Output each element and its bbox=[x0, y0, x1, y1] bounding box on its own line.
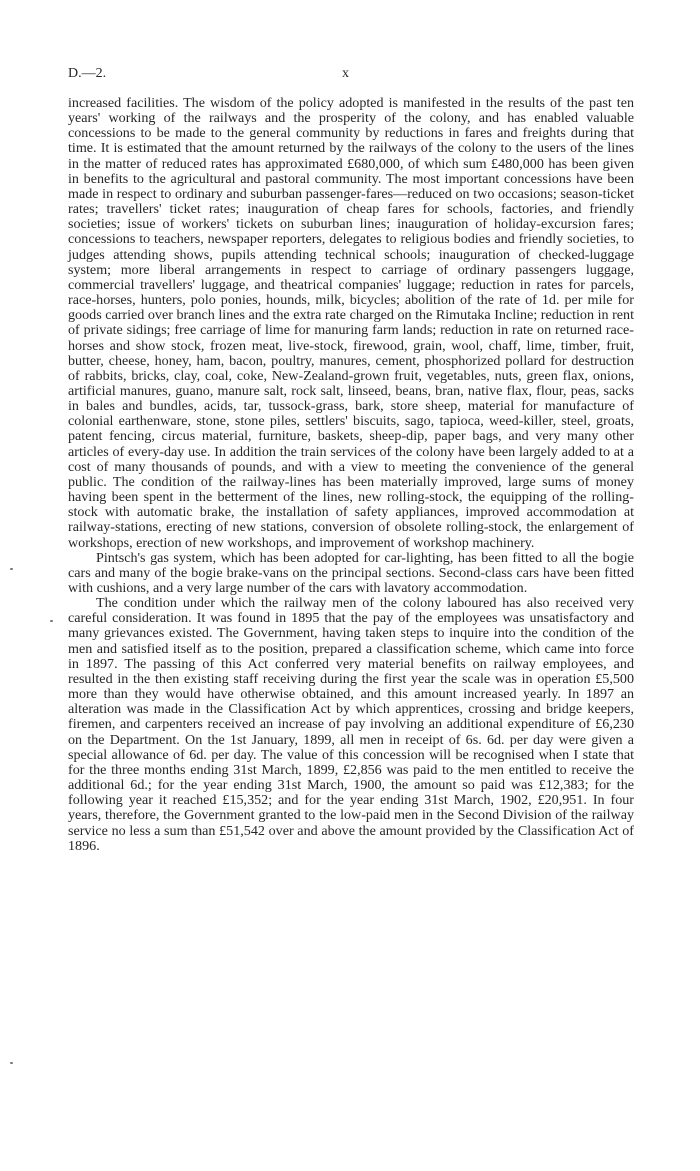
paragraph-concessions: increased facilities. The wisdom of the policy adopted is manifested in the results of the past ten years' working of the railways and the prosperity of the colony, and has enabled valuable concessions to be made to the general community by reductions in fares and freights during that time. It is estimated that the amount returned by the railways of the colony to the users of the lines in the matter of reduced rates has approximated £680,000, of which sum £480,000 has been given in benefits to the agricultural and pastoral community. The most important concessions have been made in respect to ordinary and suburban passenger-fares—reduced on two occasions; season-ticket rates; travellers' ticket rates; inauguration of cheap fares for schools, factories, and friendly societies; issue of workers' tickets on suburban lines; inauguration of holiday-excursion fares; concessions to teachers, newspaper reporters, delegates to religious bodies and friendly societies, to judges attending shows, pupils attending technical schools; inauguration of checked-luggage system; more liberal arrangements in respect to carriage of ordinary passengers luggage, commercial travellers' luggage, and theatrical companies' luggage; reduction in rates for parcels, race-horses, hunters, polo ponies, hounds, milk, bicycles; abolition of the rate of 1d. per mile for goods carried over branch lines and the extra rate charged on the Rimutaka Incline; reduction in rent of private sidings; free carriage of lime for manuring farm lands; reduction in rate on returned race-horses and show stock, frozen meat, live-stock, firewood, grain, wool, chaff, lime, timber, fruit, butter, cheese, honey, ham, bacon, poultry, manures, cement, phosphorized pollard for destruction of rabbits, bricks, clay, coal, coke, New-Zealand-grown fruit, vegetables, nuts, green flax, onions, artificial manures, guano, manure salt, rock salt, linseed, beans, bran, native flax, flour, peas, sacks in bales and bundles, acids, tar, tussock-grass, bark, store sheep, material for manufacture of colonial earthenware, stone, stone piles, settlers' biscuits, sago, tapioca, weed-killer, steel, groats, patent fencing, circus material, furniture, baskets, sheep-dip, paper bags, and very many other articles of every-day use. In addition the train services of the colony have been largely added to at a cost of many thousands of pounds, and with a view to meeting the convenience of the general public. The condition of the railway-lines has been materially improved, large sums of money having been spent in the betterment of the lines, new rolling-stock, the equipping of the rolling-stock with automatic brake, the installation of safety appliances, improved accommodation at railway-stations, erecting of new stations, conversion of obsolete rolling-stock, the enlargement of workshops, erection of new workshops, and improvement of workshop machinery. bbox=[68, 95, 634, 551]
document-reference: D.—2. bbox=[68, 66, 107, 81]
body-text bbox=[68, 96, 634, 854]
margin-speck bbox=[10, 568, 13, 570]
page-number: x bbox=[342, 66, 349, 81]
paragraph-railway-men: The condition under which the railway men of the colony laboured has also received very careful consideration. It was found in 1895 that the pay of the employees was unsatisfactory and many grievances existed. The Government, having taken steps to inquire into the condition of the men and satisfied itself as to the position, prepared a classification scheme, which came into force in 1897. The passing of this Act conferred very material benefits on railway employees, and resulted in the then existing staff receiving during the first year the scale was in operation £5,500 more than they would have otherwise obtained, and this amount increased yearly. In 1897 an alteration was made in the Classification Act by which apprentices, crossing and bridge keepers, firemen, and carpenters received an increase of pay involving an additional expenditure of £6,230 on the Department. On the 1st January, 1899, all men in receipt of 6s. 6d. per day were given a special allowance of 6d. per day. The value of this concession will be recognised when I state that for the three months ending 31st March, 1899, £2,856 was paid to the men entitled to receive the additional 6d.; for the year ending 31st March, 1900, the amount so paid was £12,383; for the following year it reached £15,352; and for the year ending 31st March, 1902, £20,951. In four years, therefore, the Government granted to the low-paid men in the Second Division of the railway service no less a sum than £51,542 over and above the amount provided by the Classification Act of 1896. bbox=[68, 595, 634, 854]
margin-speck bbox=[10, 1062, 13, 1064]
page-header bbox=[68, 66, 634, 86]
paragraph-gas-lighting: Pintsch's gas system, which has been adopted for car-lighting, has been fitted to all the bogie cars and many of the bogie brake-vans on the principal sections. Second-class cars have been fitted with cushions, and a very large number of the cars with lavatory accommodation. bbox=[68, 549, 634, 596]
margin-speck bbox=[50, 620, 53, 622]
